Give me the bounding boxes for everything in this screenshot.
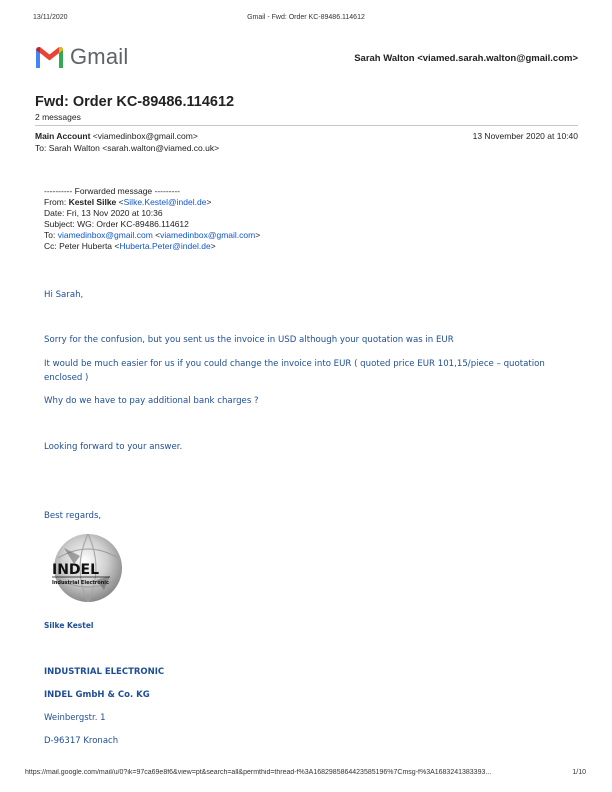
forwarded-cc-email-link[interactable]: Huberta.Peter@indel.de (119, 241, 211, 251)
signature-street: Weinbergstr. 1 (44, 713, 106, 723)
print-title: Gmail - Fwd: Order KC-89486.114612 (247, 14, 365, 21)
signature-company-2: INDEL GmbH & Co. KG (44, 690, 150, 700)
signature-name: Silke Kestel (44, 621, 94, 630)
gmail-wordmark: Gmail (70, 44, 129, 69)
thread-subject: Fwd: Order KC-89486.114612 (35, 94, 235, 110)
body-paragraph-4: Looking forward to your answer. (44, 442, 183, 452)
body-paragraph-3: Why do we have to pay additional bank charges ? (44, 396, 259, 406)
forwarded-to-lt: < (152, 230, 161, 240)
print-date: 13/11/2020 (33, 14, 68, 21)
forwarded-from-label: From: (44, 197, 69, 207)
print-page-number: 1/10 (572, 769, 586, 776)
body-closing: Best regards, (44, 511, 102, 521)
forwarded-from-name: Kestel Silke (68, 197, 117, 207)
forwarded-marker: ---------- Forwarded message --------- (44, 186, 180, 196)
indel-logo-text: INDEL (52, 562, 100, 578)
gmail-m-icon (34, 45, 65, 69)
forwarded-to-label: To: (44, 230, 58, 240)
message-count: 2 messages (35, 112, 81, 122)
forwarded-from (44, 197, 211, 208)
divider (35, 125, 578, 126)
message-from (35, 131, 198, 141)
forwarded-cc (44, 241, 216, 252)
indel-logo-image (44, 530, 128, 608)
account-email: Sarah Walton <viamed.sarah.walton@gmail.com> (354, 53, 578, 64)
sender-name: Main Account (35, 131, 91, 141)
message-date: 13 November 2020 at 10:40 (472, 131, 578, 141)
forwarded-to (44, 230, 260, 241)
indel-logo-subtext: Industrial Electronic (52, 580, 109, 586)
forwarded-to-gt: > (255, 230, 261, 240)
gmail-logo (34, 44, 128, 70)
forwarded-cc-gt: > (210, 241, 216, 251)
message-to: To: Sarah Walton <sarah.walton@viamed.co.uk> (35, 143, 220, 153)
forwarded-date: Date: Fri, 13 Nov 2020 at 10:36 (44, 208, 163, 218)
body-greeting: Hi Sarah, (44, 290, 84, 300)
forwarded-subject: Subject: WG: Order KC-89486.114612 (44, 219, 189, 229)
print-url: https://mail.google.com/mail/u/0?ik=97ca69e8f6&view=pt&search=all&permthid=thread-f%3A1682985864423585196%7Cmsg-f%3A1683241383393... (25, 769, 492, 776)
forwarded-from-lt: < (116, 197, 124, 207)
sender-email: <viamedinbox@gmail.com> (92, 131, 198, 141)
forwarded-from-email-link[interactable]: Silke.Kestel@indel.de (123, 197, 207, 207)
signature-city: D-96317 Kronach (44, 736, 119, 746)
forwarded-cc-label: Cc: Peter Huberta < (44, 241, 120, 251)
body-paragraph-2: It would be much easier for us if you could change the invoice into EUR ( quoted price EUR 101,15/piece – quotation enclosed ) (44, 359, 545, 383)
signature-company-1: INDUSTRIAL ELECTRONIC (44, 667, 165, 677)
forwarded-to-email-link[interactable]: viamedinbox@gmail.com (160, 230, 256, 240)
forwarded-to-link[interactable]: viamedinbox@gmail.com (57, 230, 153, 240)
body-paragraph-1: Sorry for the confusion, but you sent us the invoice in USD although your quotation was in EUR (44, 335, 454, 345)
forwarded-from-gt: > (206, 197, 212, 207)
